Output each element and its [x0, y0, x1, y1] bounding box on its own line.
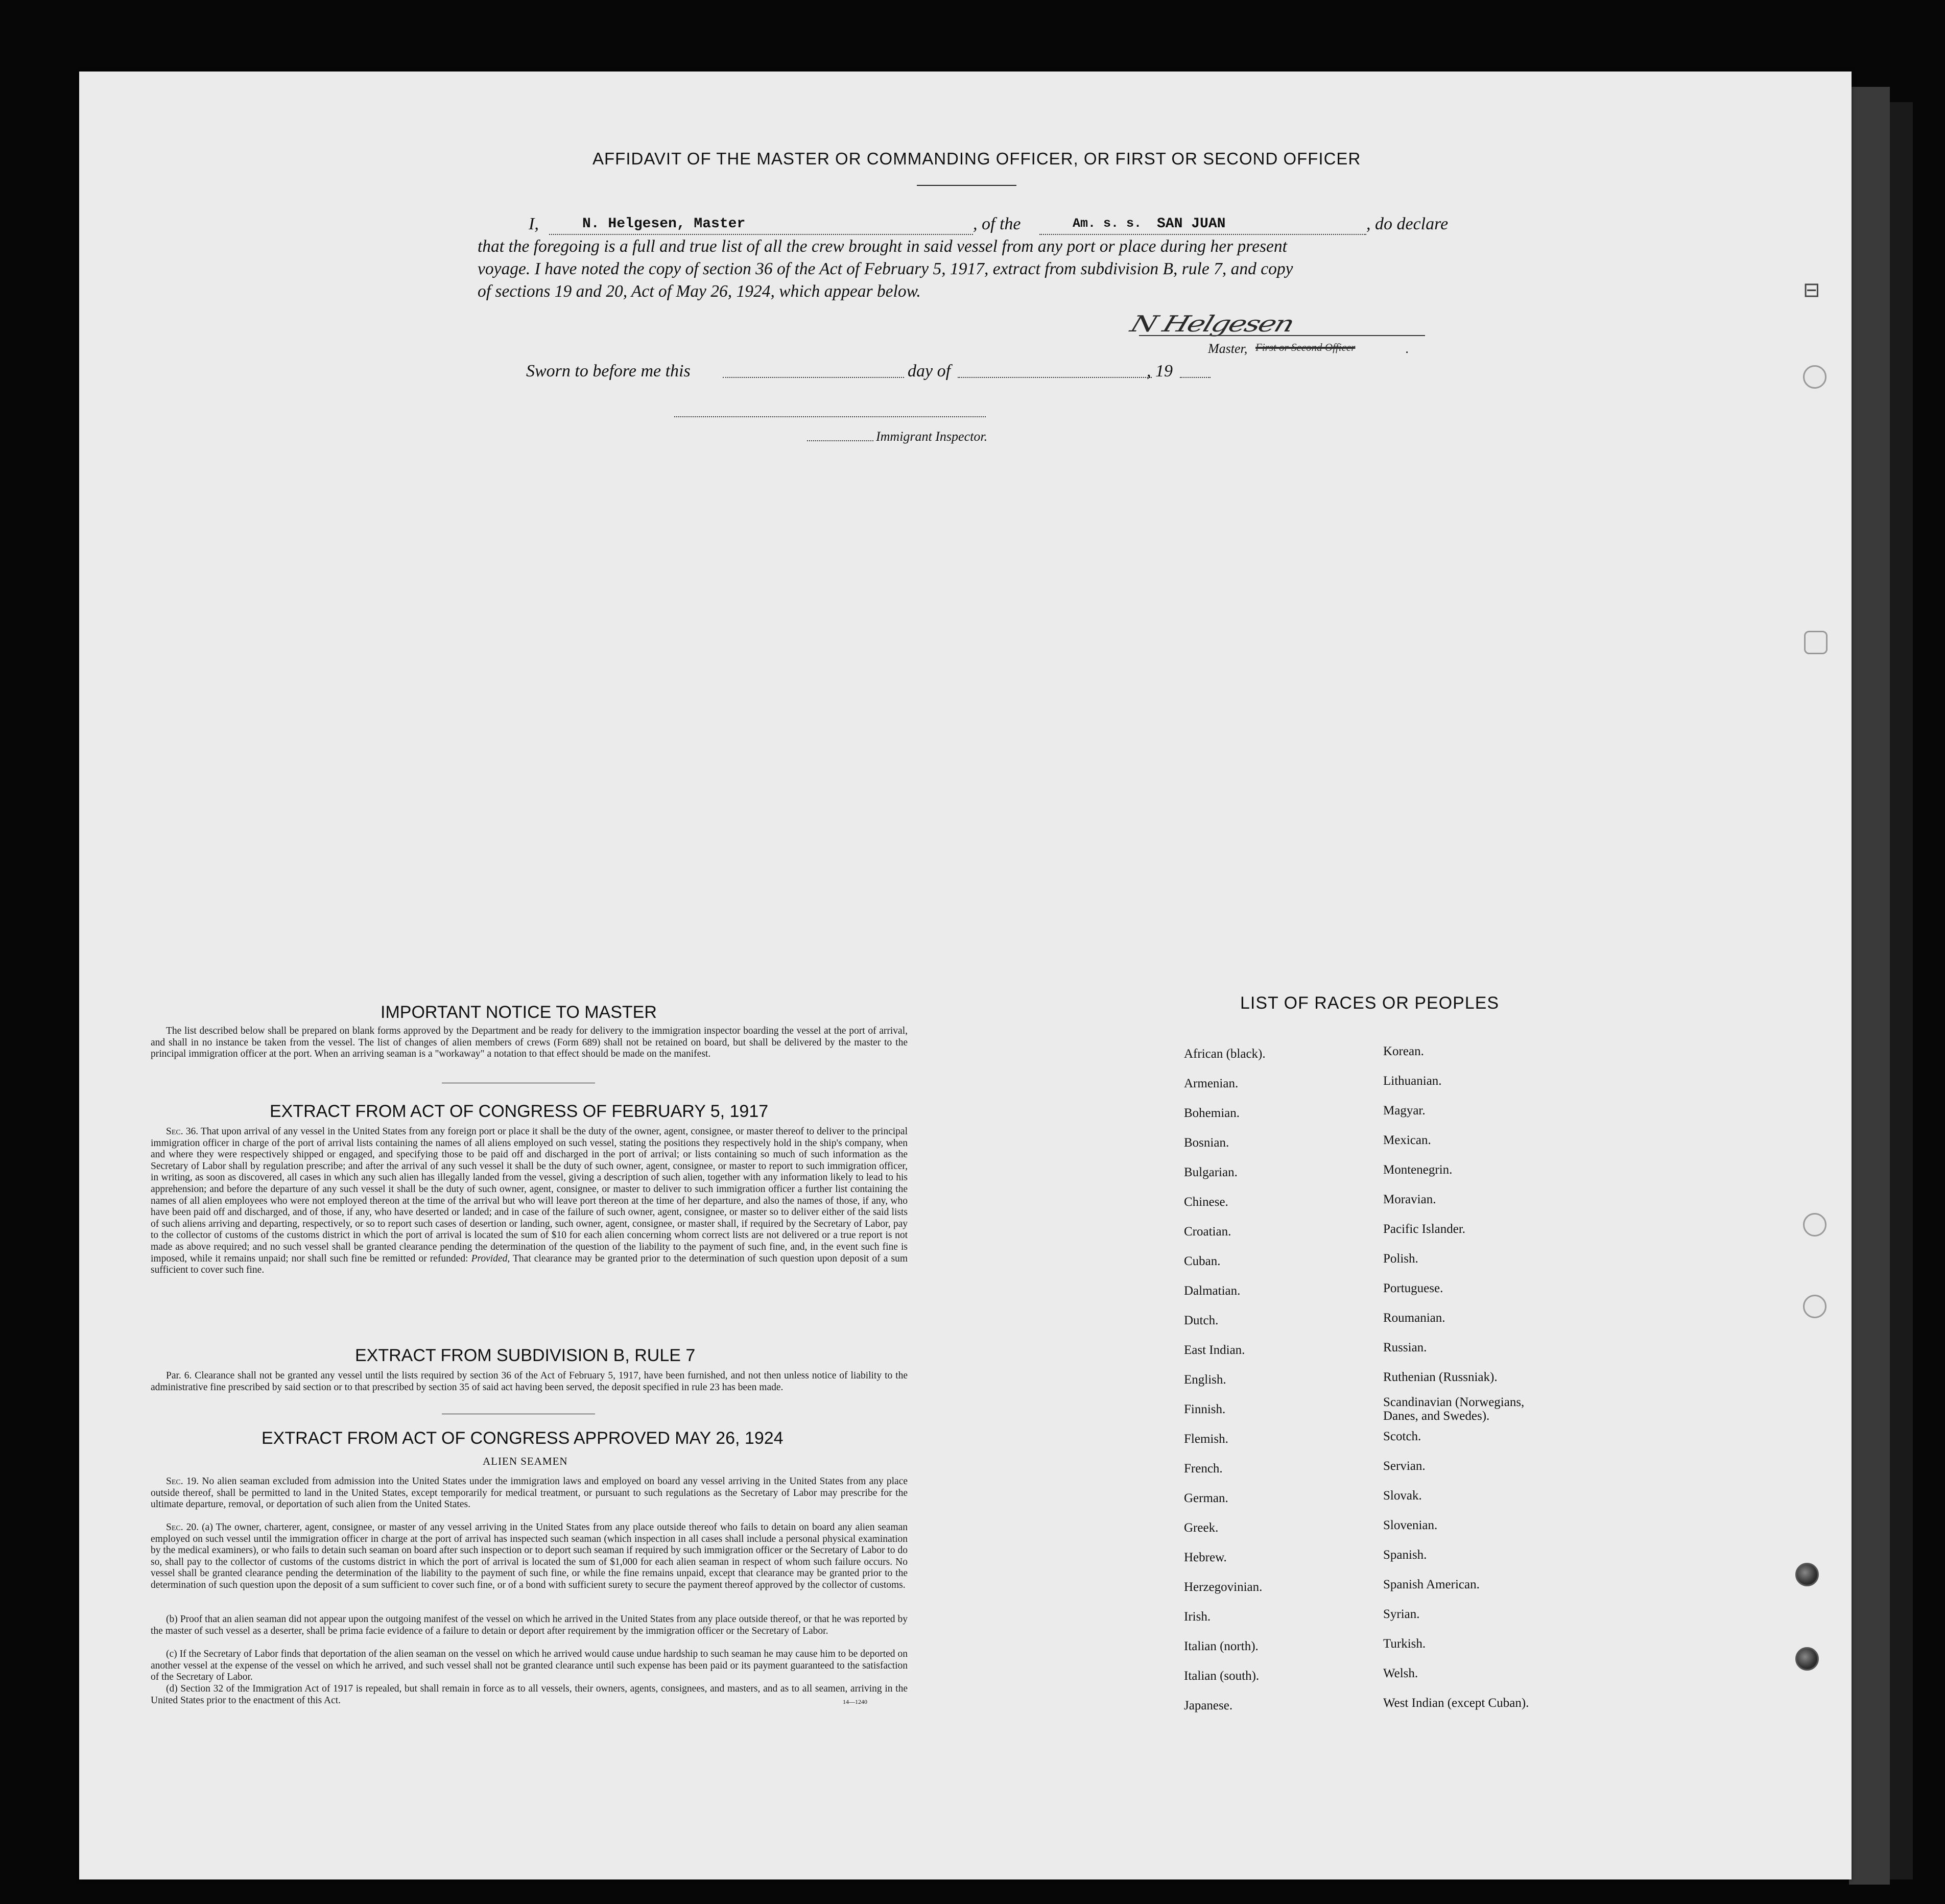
name-field-line: [549, 234, 973, 235]
race-item: Spanish.: [1383, 1548, 1427, 1562]
race-item: African (black).: [1184, 1047, 1266, 1061]
race-item: Irish.: [1184, 1610, 1211, 1624]
extract-1917-section-label: Sec. 36.: [166, 1126, 199, 1137]
race-item: Italian (south).: [1184, 1669, 1260, 1683]
race-item: Polish.: [1383, 1252, 1418, 1266]
race-item: Japanese.: [1184, 1699, 1233, 1712]
race-item: Syrian.: [1383, 1607, 1420, 1621]
race-item: Italian (north).: [1184, 1639, 1259, 1653]
binder-hole-icon: [1795, 1647, 1819, 1671]
master-name: N. Helgesen, Master: [582, 216, 746, 232]
declaration-do-declare: , do declare: [1366, 215, 1449, 233]
race-item: English.: [1184, 1373, 1226, 1387]
race-item: Turkish.: [1383, 1637, 1426, 1651]
sworn-month-line: [958, 377, 1152, 378]
race-item: Servian.: [1383, 1459, 1426, 1473]
race-item: Slovak.: [1383, 1489, 1422, 1503]
extract-1924-sec20c: (c) If the Secretary of Labor finds that deportation of the alien seaman on the vessel on which he arrived would cause undue hardship to such seaman he may cause him to be deported on another vessel at the expense of the vessel on which he arrived, and such vessel shall not be granted clearance until such expense has been paid or its payment guaranteed to the satisfaction of the Secretary of Labor.: [151, 1649, 908, 1683]
extract-rule7-body: Par. 6. Clearance shall not be granted any vessel until the lists required by section 36 of the Act of February 5, 1917, have been furnished, and not then unless notice of liability to the administrative fine prescribed by said section or to that prescribed by section 35 of said act having been served, the deposit specified in rule 23 has been made.: [151, 1370, 908, 1393]
race-item: Scotch.: [1383, 1430, 1421, 1443]
race-item: Dutch.: [1184, 1314, 1219, 1327]
race-item: Bohemian.: [1184, 1106, 1240, 1120]
binder-hole-icon: [1803, 365, 1827, 389]
extract-1924-title: EXTRACT FROM ACT OF CONGRESS APPROVED MAY 26, 1924: [262, 1429, 784, 1448]
signature-line: [1139, 335, 1425, 336]
extract-1917-body: [151, 1126, 908, 1276]
race-item: Russian.: [1383, 1341, 1427, 1354]
race-item: Moravian.: [1383, 1193, 1436, 1206]
extract-1924-sec20d: (d) Section 32 of the Immigration Act of 1917 is repealed, but shall remain in force as to all vessels, their owners, agents, consignees, and masters, and as to all seamen, arriving in the United States prior to the enactment of this Act.: [151, 1683, 908, 1706]
binder-hole-icon: [1803, 1295, 1827, 1318]
race-item: Bosnian.: [1184, 1136, 1229, 1150]
inspector-signature-line: [674, 416, 986, 417]
race-item: Mexican.: [1383, 1133, 1431, 1147]
race-item: Hebrew.: [1184, 1551, 1227, 1564]
vessel-name: SAN JUAN: [1157, 216, 1226, 232]
affidavit-title: AFFIDAVIT OF THE MASTER OR COMMANDING OFFICER, OR FIRST OR SECOND OFFICER: [592, 149, 1361, 168]
extract-1917-text-end: That clearance may be granted prior to the determination of such question upon deposit of a sum sufficient to cover such fine.: [151, 1253, 908, 1276]
sworn-before-text: Sworn to before me this: [526, 362, 691, 380]
inspector-label: Immigrant Inspector.: [876, 429, 988, 444]
sec20-label: Sec. 20.: [166, 1522, 199, 1533]
race-item: Scandinavian (Norwegians, Danes, and Swedes).: [1383, 1395, 1525, 1423]
extract-1924-sec20b: (b) Proof that an alien seaman did not appear upon the outgoing manifest of the vessel on which he arrived in the United States from any place outside thereof, or that he was reported by the master of such vessel as a deserter, shall be prima facie evidence of a failure to detain or deport after requirement by the immigration officer or the Secretary of Labor.: [151, 1614, 908, 1636]
binder-hole-icon: [1795, 1563, 1819, 1586]
declaration-line-2: that the foregoing is a full and true list of all the crew brought in said vessel from any port or place during her present: [478, 237, 1287, 256]
race-item: Montenegrin.: [1383, 1163, 1453, 1177]
master-label-period: .: [1406, 341, 1409, 356]
document-page: [79, 72, 1852, 1879]
race-item: Magyar.: [1383, 1104, 1426, 1117]
vessel-field-line: [1039, 234, 1366, 235]
race-item: East Indian.: [1184, 1343, 1245, 1357]
declaration-of-the: , of the: [973, 215, 1021, 233]
race-item: Croatian.: [1184, 1225, 1231, 1239]
notice-body: The list described below shall be prepared on blank forms approved by the Department and be ready for delivery to the immigration inspector boarding the vessel at the port of arrival, and shall in no instance be taken from the vessel. The list of changes of alien members of crews (Form 689) shall not be retained on board, but shall be delivered by the master to the principal immigration officer at the port. When an arriving seaman is a "workaway" a notation to that effect should be made on the manifest.: [151, 1026, 908, 1060]
declaration-i: I,: [529, 215, 539, 233]
race-item: Armenian.: [1184, 1077, 1239, 1090]
race-item: Dalmatian.: [1184, 1284, 1241, 1298]
sec19-text: No alien seaman excluded from admission into the United States under the immigration laws and employed on board any vessel arriving in the United States from any place outside thereof, shall be permitted to land in the United States, except temporarily for medical treatment, or pursuant to such regulations as the Secretary of Labor may prescribe for the ultimate departure, removal, or deportation of such alien from the United States.: [151, 1476, 908, 1510]
binder-tab-icon: ⊟: [1803, 278, 1820, 302]
sworn-day-line: [723, 377, 904, 378]
race-item: Roumanian.: [1383, 1311, 1445, 1325]
race-item: Spanish American.: [1383, 1578, 1480, 1591]
inspector-label-line: [807, 440, 873, 441]
sworn-year-line: [1180, 377, 1211, 378]
extract-1924-subtitle: ALIEN SEAMEN: [483, 1455, 568, 1467]
race-item: Lithuanian.: [1383, 1074, 1442, 1088]
race-item: Pacific Islander.: [1383, 1222, 1466, 1236]
adjacent-page-edge: [1849, 87, 1890, 1885]
race-item: Chinese.: [1184, 1195, 1228, 1209]
sworn-year-prefix: , 19: [1147, 362, 1173, 380]
race-item: German.: [1184, 1491, 1228, 1505]
race-item: Slovenian.: [1383, 1518, 1438, 1532]
race-item: West Indian (except Cuban).: [1383, 1696, 1529, 1710]
vessel-prefix: Am. s. s.: [1073, 216, 1142, 231]
race-item: Greek.: [1184, 1521, 1219, 1535]
race-item: Welsh.: [1383, 1667, 1418, 1680]
master-signature: N Helgesen: [1127, 311, 1297, 337]
race-item: Ruthenian (Russniak).: [1383, 1370, 1498, 1384]
sworn-day-of: day of: [908, 362, 951, 380]
sec20a-text: (a) The owner, charterer, agent, consignee, or master of any vessel arriving in the United States from any place outside thereof who fails to detain on board any alien seaman employed on such vessel until the immigration officer in charge at the port of arrival has inspected such seaman (which inspection in all cases shall include a personal physical examination by the medical examiners), or who fails to detain such seaman on board after such inspection or to deport such seaman if required by such immigration officer or the Secretary of Labor to do so, shall pay to the collector of customs of the customs district in which the port of arrival is located the sum of $1,000 for each alien seaman in respect of whom such failure occurs. No vessel shall be granted clearance pending the determination of the liability to the payment of such fine, or while the fine remains unpaid, except that clearance may be granted prior to the determination of such question upon the deposit of a sum sufficient to cover such fine, or of a bond with sufficient surety to secure the payment thereof approved by the collector of customs.: [151, 1522, 908, 1590]
race-item: Herzegovinian.: [1184, 1580, 1263, 1594]
race-item: Flemish.: [1184, 1432, 1228, 1446]
race-item: French.: [1184, 1462, 1223, 1475]
race-item: Finnish.: [1184, 1402, 1226, 1416]
form-number: 14—1240: [843, 1698, 867, 1705]
declaration-line-4: of sections 19 and 20, Act of May 26, 1924, which appear below.: [478, 282, 921, 301]
race-item: Bulgarian.: [1184, 1165, 1238, 1179]
binder-hole-icon: [1804, 631, 1828, 654]
race-item: Korean.: [1383, 1044, 1424, 1058]
declaration-line-3: voyage. I have noted the copy of section 36 of the Act of February 5, 1917, extract from subdivision B, rule 7, and copy: [478, 259, 1293, 278]
extract-1917-title: EXTRACT FROM ACT OF CONGRESS OF FEBRUARY 5, 1917: [270, 1102, 769, 1121]
title-rule: [917, 185, 1016, 186]
extract-1917-proviso: Provided,: [471, 1253, 510, 1264]
extract-1917-text: That upon arrival of any vessel in the United States from any foreign port or place it shall be the duty of the owner, agent, consignee, or master thereof to deliver to the principal immigration officer in charge of the port of arrival lists containing the names of all aliens employed on such vessel, stating the positions they respectively hold in the ship's company, when and where they were respectively shipped or engaged, and specifying those to be paid off and discharged in the port of arrival; or lists containing so much of such information as the Secretary of Labor shall by regulation prescribe; and after the arrival of any such vessel it shall be the duty of such owner, agent, consignee, or master to report to such immigration officer, in writing, as soon as discovered, all cases in which any such alien has illegally landed from the vessel, giving a description of such alien, together with any information likely to lead to his apprehension; and before the departure of any such vessel it shall be the duty of such owner, agent, consignee, or master to deliver to such immigration officer a further list containing the names of all alien employees who were not employed thereon at the time of the arrival but who will leave port thereon at the time of her departure, and also the names of those, if any, who have been paid off and discharged, and of those, if any, who have deserted or landed; and in case of the failure of such owner, agent, consignee, or master so to deliver either of the said lists of such aliens arriving and departing, respectively, or so to report such cases of desertion or landing, such owner, agent, consignee, or master shall, if required by the Secretary of Labor, pay to the collector of customs of the customs district in which the port of arrival is located the sum of $10 for each alien concerning whom correct lists are not delivered or a true report is not made as above required; and no such vessel shall be granted clearance pending the determination of the question of the liability to the payment of such fine, and, in the event such fine is imposed, while it remains unpaid; nor shall such fine be remitted or refunded:: [151, 1126, 908, 1264]
binder-hole-icon: [1803, 1213, 1827, 1236]
master-label: Master,: [1208, 341, 1248, 356]
extract-1924-sec19: [151, 1476, 908, 1511]
extract-1924-sec20a: [151, 1522, 908, 1591]
race-item: Cuban.: [1184, 1254, 1221, 1268]
extract-rule7-title: EXTRACT FROM SUBDIVISION B, RULE 7: [355, 1346, 696, 1365]
scan-background-edge: [1890, 102, 1913, 1879]
notice-title: IMPORTANT NOTICE TO MASTER: [381, 1003, 657, 1022]
sec19-label: Sec. 19.: [166, 1476, 199, 1487]
struck-officer-text: First or Second Officer: [1255, 341, 1356, 353]
races-title: LIST OF RACES OR PEOPLES: [1240, 993, 1500, 1013]
race-item: Portuguese.: [1383, 1281, 1443, 1295]
